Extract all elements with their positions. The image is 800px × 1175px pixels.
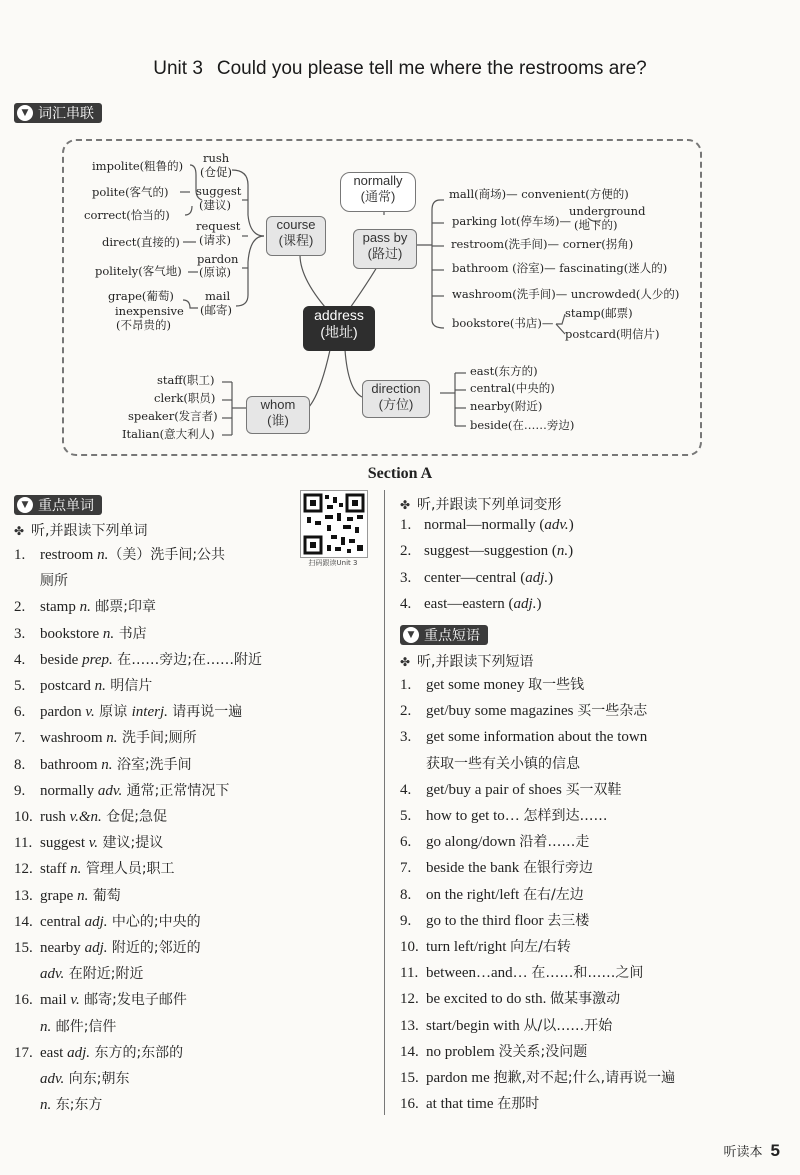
part-of-speech: n.	[97, 547, 109, 563]
map-word: politely(客气地)	[95, 264, 182, 278]
term-text: on the right/left	[426, 886, 524, 903]
term-text: mail	[40, 992, 71, 1009]
map-word: (请求)	[199, 233, 231, 247]
term-text: grape	[40, 887, 78, 904]
term-text: )	[536, 596, 542, 613]
item-number: 14.	[14, 913, 33, 930]
meaning-text: 在那时	[497, 1096, 540, 1113]
clover-icon: ✤	[14, 524, 25, 538]
term-text: get/buy a pair of shoes	[426, 781, 566, 798]
page-footer	[724, 1141, 780, 1161]
term-text: turn left/right	[426, 939, 511, 955]
part-of-speech: adj.	[84, 913, 108, 930]
meaning-text: 书店	[114, 625, 147, 642]
meaning-text: 建议;提议	[98, 835, 164, 852]
item-number: 4.	[400, 781, 412, 798]
meaning-text: 取一些钱	[528, 677, 585, 693]
phrase-row	[400, 833, 589, 851]
term-text: at that time	[426, 1096, 498, 1113]
item-number: 3.	[14, 625, 26, 642]
term-text: restroom	[40, 547, 98, 563]
meaning-text: 在……和……之间	[531, 965, 644, 982]
item-number: 14.	[400, 1043, 419, 1060]
map-word: request	[196, 219, 241, 233]
meaning-text: 在银行旁边	[523, 860, 594, 877]
map-word: nearby(附近)	[470, 399, 543, 413]
item-number: 10.	[14, 809, 33, 825]
meaning-text: 厕所	[40, 573, 68, 590]
term-text: beside	[40, 651, 83, 668]
term-text: pardon	[40, 704, 86, 721]
term-text: bathroom	[40, 756, 102, 773]
meaning-text: 浴室;洗手间	[112, 756, 192, 773]
vocab-chain-label: 词汇串联	[38, 106, 94, 122]
meaning-text: 中心的;中央的	[107, 913, 201, 930]
footer-label: 听读本	[723, 1145, 763, 1160]
meaning-text: 没关系;没问题	[498, 1043, 588, 1060]
term-text: between…and…	[426, 965, 532, 982]
map-word: postcard(明信片)	[565, 327, 660, 341]
term-text: washroom	[40, 730, 107, 747]
map-word: suggest	[196, 184, 242, 198]
meaning-text: 原谅	[94, 704, 132, 721]
term-text: get/buy some magazines	[426, 703, 578, 720]
word-row	[14, 860, 175, 878]
word-row	[14, 598, 156, 616]
term-text: center—central (	[424, 569, 526, 586]
meaning-text: 附近的;邻近的	[107, 940, 201, 956]
term-text: suggest—suggestion (	[424, 543, 557, 560]
term-text: get some money	[426, 677, 529, 693]
meaning-text: 怎样到达……	[523, 808, 608, 824]
item-number: 4.	[14, 651, 26, 668]
meaning-text: 葡萄	[88, 887, 121, 904]
chevron-down-icon: ▼	[17, 105, 33, 121]
map-word: bathroom (浴室)— fascinating(迷人的)	[452, 261, 668, 275]
map-word: direct(直接的)	[102, 235, 180, 249]
meaning-text: 洗手间;厕所	[117, 730, 197, 747]
meaning-text: 邮票;印章	[90, 599, 157, 616]
item-number: 6.	[400, 834, 412, 851]
node-normally: normally (通常)	[340, 172, 416, 212]
part-of-speech: adv.	[40, 1071, 65, 1087]
term-text: postcard	[40, 678, 95, 694]
form-row	[400, 542, 573, 560]
page-number: 5	[770, 1141, 780, 1160]
meaning-text: 邮件;信件	[51, 1018, 117, 1035]
term-text: rush	[40, 809, 70, 825]
word-row	[14, 651, 262, 669]
word-row	[14, 782, 229, 800]
listen-forms-heading: ✤ 听,并跟读下列单词变形	[400, 497, 562, 513]
item-number: 2.	[400, 543, 412, 560]
map-word: grape(葡萄)	[108, 289, 174, 303]
chevron-down-icon: ▼	[403, 627, 419, 643]
phrase-row	[400, 859, 593, 877]
clover-icon: ✤	[400, 498, 411, 512]
unit-question: Could you please tell me where the restrooms are?	[216, 58, 647, 79]
term-text: east—eastern (	[424, 596, 514, 613]
meaning-text: 从/以……开始	[523, 1017, 613, 1034]
map-word: Italian(意大利人)	[122, 427, 215, 441]
word-row	[14, 887, 121, 905]
meaning-text: 仓促;急促	[101, 809, 167, 825]
item-number: 17.	[14, 1044, 33, 1061]
word-row	[14, 991, 187, 1009]
word-row	[14, 1070, 129, 1088]
word-row	[14, 1018, 116, 1036]
term-text: stamp	[40, 599, 80, 616]
meaning-text: 请再说一遍	[167, 704, 243, 721]
meaning-text: 买一双鞋	[565, 781, 622, 798]
phrase-row	[400, 1095, 539, 1113]
item-number: 1.	[400, 517, 412, 533]
item-number: 2.	[400, 703, 412, 720]
word-row	[14, 1044, 183, 1062]
meaning-text: 获取一些有关小镇的信息	[426, 755, 580, 772]
meaning-text: 在右/左边	[523, 886, 584, 903]
node-course: course (课程)	[266, 216, 326, 256]
word-row	[14, 808, 167, 826]
phrase-row	[400, 1043, 587, 1061]
meaning-text: 去三楼	[547, 912, 590, 929]
part-of-speech: n.	[94, 678, 106, 694]
term-text: get some information about the town	[426, 729, 648, 746]
phrase-row	[400, 702, 647, 720]
term-text: central	[40, 913, 85, 930]
term-text: be excited to do sth.	[426, 991, 551, 1008]
item-number: 1.	[14, 547, 26, 563]
part-of-speech: n.	[556, 543, 569, 560]
form-row	[400, 569, 553, 587]
item-number: 3.	[400, 569, 412, 586]
part-of-speech: adj.	[84, 940, 108, 956]
phrase-row	[400, 1017, 612, 1035]
item-number: 7.	[400, 860, 412, 877]
term-text: no problem	[426, 1043, 499, 1060]
item-number: 7.	[14, 730, 26, 747]
map-word: speaker(发言者)	[128, 409, 218, 423]
map-word: rush	[203, 151, 230, 165]
map-word: washroom(洗手间)— uncrowded(人少的)	[452, 287, 680, 301]
word-row	[14, 572, 68, 590]
phrases-tag: ▼ 重点短语	[400, 624, 488, 645]
term-text: how to get to…	[426, 808, 524, 824]
part-of-speech: n.	[77, 887, 89, 904]
term-text: nearby	[40, 940, 85, 956]
word-row	[14, 703, 242, 721]
item-number: 8.	[400, 886, 412, 903]
meaning-text: 东方的;东部的	[90, 1044, 184, 1061]
part-of-speech: adv.	[544, 517, 569, 533]
meaning-text: 买一些杂志	[577, 703, 648, 720]
part-of-speech: adv.	[97, 782, 123, 799]
part-of-speech: v.	[88, 835, 99, 852]
map-word: beside(在……旁边)	[470, 418, 575, 432]
meaning-text: 邮寄;发电子邮件	[79, 992, 187, 1009]
word-row	[14, 729, 197, 747]
map-word: staff(职工)	[157, 373, 215, 387]
part-of-speech: n.	[102, 625, 115, 642]
map-word: parking lot(停车场)—	[452, 214, 571, 228]
map-word: (地下的)	[574, 218, 618, 232]
part-of-speech: adj.	[525, 569, 549, 586]
node-address: address (地址)	[303, 306, 375, 351]
term-text: )	[568, 543, 574, 560]
form-row	[400, 516, 574, 534]
item-number: 13.	[400, 1017, 419, 1034]
node-pass-by: pass by (路过)	[353, 229, 417, 269]
meaning-text: 通常;正常情况下	[122, 782, 230, 799]
key-words-tag: ▼ 重点单词	[14, 494, 102, 515]
meaning-text: 在附近;附近	[64, 966, 144, 983]
part-of-speech: n.	[40, 1097, 52, 1114]
phrase-row	[400, 938, 571, 956]
phrase-row	[400, 807, 608, 825]
qr-caption: 扫码跟读Unit 3	[308, 559, 358, 567]
item-number: 6.	[14, 704, 26, 721]
part-of-speech: n.	[70, 861, 82, 878]
item-number: 2.	[14, 599, 26, 616]
term-text: go along/down	[426, 834, 520, 851]
form-row	[400, 595, 541, 613]
phrase-row	[400, 1069, 675, 1087]
part-of-speech: v.&n.	[69, 809, 102, 825]
node-whom: whom (谁)	[246, 396, 310, 434]
item-number: 16.	[400, 1096, 419, 1113]
term-text: start/begin with	[426, 1017, 524, 1034]
item-number: 15.	[14, 940, 33, 956]
part-of-speech: v.	[70, 992, 80, 1009]
part-of-speech: prep.	[82, 651, 113, 668]
meaning-text: 东;东方	[51, 1097, 103, 1114]
clover-icon: ✤	[400, 655, 411, 669]
item-number: 16.	[14, 992, 33, 1009]
term-text: normally	[40, 782, 98, 799]
map-word: underground	[569, 204, 646, 218]
map-word: (原谅)	[199, 265, 231, 279]
term-text: normal—normally (	[424, 517, 545, 533]
phrase-row	[400, 886, 584, 904]
map-word: central(中央的)	[470, 381, 555, 395]
node-direction: direction (方位)	[362, 380, 430, 418]
map-word: (邮寄)	[200, 303, 232, 317]
map-word: east(东方的)	[470, 364, 538, 378]
part-of-speech: v.	[85, 704, 95, 721]
word-row	[14, 913, 201, 931]
part-of-speech: n.	[106, 730, 118, 747]
word-row	[14, 546, 225, 564]
word-row	[14, 939, 201, 957]
meaning-text: 明信片	[105, 678, 153, 694]
term-text: east	[40, 1044, 68, 1061]
item-number: 8.	[14, 756, 26, 773]
part-of-speech: n.	[101, 756, 113, 773]
phrase-row	[400, 728, 647, 746]
term-text: bookstore	[40, 625, 103, 642]
part-of-speech: adj.	[513, 596, 537, 613]
part-of-speech: n.	[40, 1018, 52, 1035]
meaning-text: （美）洗手间;公共	[108, 547, 226, 563]
phrase-row	[400, 781, 622, 799]
meaning-text: 管理人员;职工	[81, 861, 175, 878]
map-word: correct(恰当的)	[84, 208, 170, 222]
meaning-text: 抱歉,对不起;什么,请再说一遍	[493, 1070, 676, 1086]
meaning-text: 做某事激动	[550, 991, 621, 1008]
term-text: staff	[40, 861, 71, 878]
chevron-down-icon: ▼	[17, 497, 33, 513]
item-number: 13.	[14, 887, 33, 904]
map-word: (仓促)	[200, 165, 232, 179]
meaning-text: 沿着……走	[519, 834, 590, 851]
meaning-text: 在……旁边;在……附近	[112, 651, 262, 668]
unit-label: Unit 3	[153, 58, 203, 79]
term-text: beside the bank	[426, 860, 524, 877]
map-word: impolite(粗鲁的)	[92, 159, 184, 173]
item-number: 5.	[14, 678, 26, 694]
item-number: 5.	[400, 808, 412, 824]
item-number: 10.	[400, 939, 419, 955]
phrase-row	[400, 990, 620, 1008]
phrase-row	[400, 676, 584, 694]
item-number: 9.	[400, 912, 412, 929]
part-of-speech: interj.	[131, 704, 168, 721]
term-text: )	[548, 569, 554, 586]
map-word: inexpensive	[115, 304, 184, 318]
listen-words-heading: ✤ 听,并跟读下列单词	[14, 523, 148, 539]
word-row	[14, 625, 147, 643]
part-of-speech: n.	[79, 599, 91, 616]
map-word: polite(客气的)	[92, 185, 169, 199]
phrase-row	[400, 755, 580, 773]
map-word: pardon	[197, 252, 239, 266]
part-of-speech: adj.	[67, 1044, 90, 1061]
map-word: restroom(洗手间)— corner(拐角)	[451, 237, 634, 251]
item-number: 3.	[400, 729, 412, 746]
word-row	[14, 965, 143, 983]
word-row	[14, 677, 152, 695]
item-number: 1.	[400, 677, 412, 693]
term-text: go to the third floor	[426, 912, 548, 929]
listen-phrases-heading: ✤ 听,并跟读下列短语	[400, 654, 534, 670]
item-number: 9.	[14, 782, 26, 799]
word-row	[14, 834, 163, 852]
word-row	[14, 1096, 102, 1114]
term-text: pardon me	[426, 1070, 494, 1086]
qr-code[interactable]	[300, 490, 368, 558]
phrase-row	[400, 912, 589, 930]
map-word: bookstore(书店)—	[452, 316, 554, 330]
meaning-text: 向东;朝东	[64, 1071, 130, 1087]
map-word: (不昂贵的)	[116, 318, 171, 332]
word-row	[14, 756, 192, 774]
part-of-speech: adv.	[40, 966, 65, 983]
map-word: mall(商场)— convenient(方便的)	[449, 187, 629, 201]
qr-code-icon	[301, 491, 367, 557]
item-number: 15.	[400, 1070, 419, 1086]
item-number: 11.	[400, 965, 419, 982]
term-text: suggest	[40, 835, 89, 852]
term-text: )	[568, 517, 574, 533]
phrase-row	[400, 964, 643, 982]
meaning-text: 向左/右转	[510, 939, 571, 955]
map-word: stamp(邮票)	[565, 306, 633, 320]
section-heading: Section A	[367, 465, 433, 482]
item-number: 12.	[400, 991, 419, 1008]
column-divider	[384, 490, 385, 1115]
item-number: 4.	[400, 596, 412, 613]
item-number: 12.	[14, 861, 33, 878]
map-word: (建议)	[199, 198, 231, 212]
map-word: mail	[205, 289, 231, 303]
item-number: 11.	[14, 835, 33, 852]
map-word: clerk(职员)	[154, 391, 216, 405]
